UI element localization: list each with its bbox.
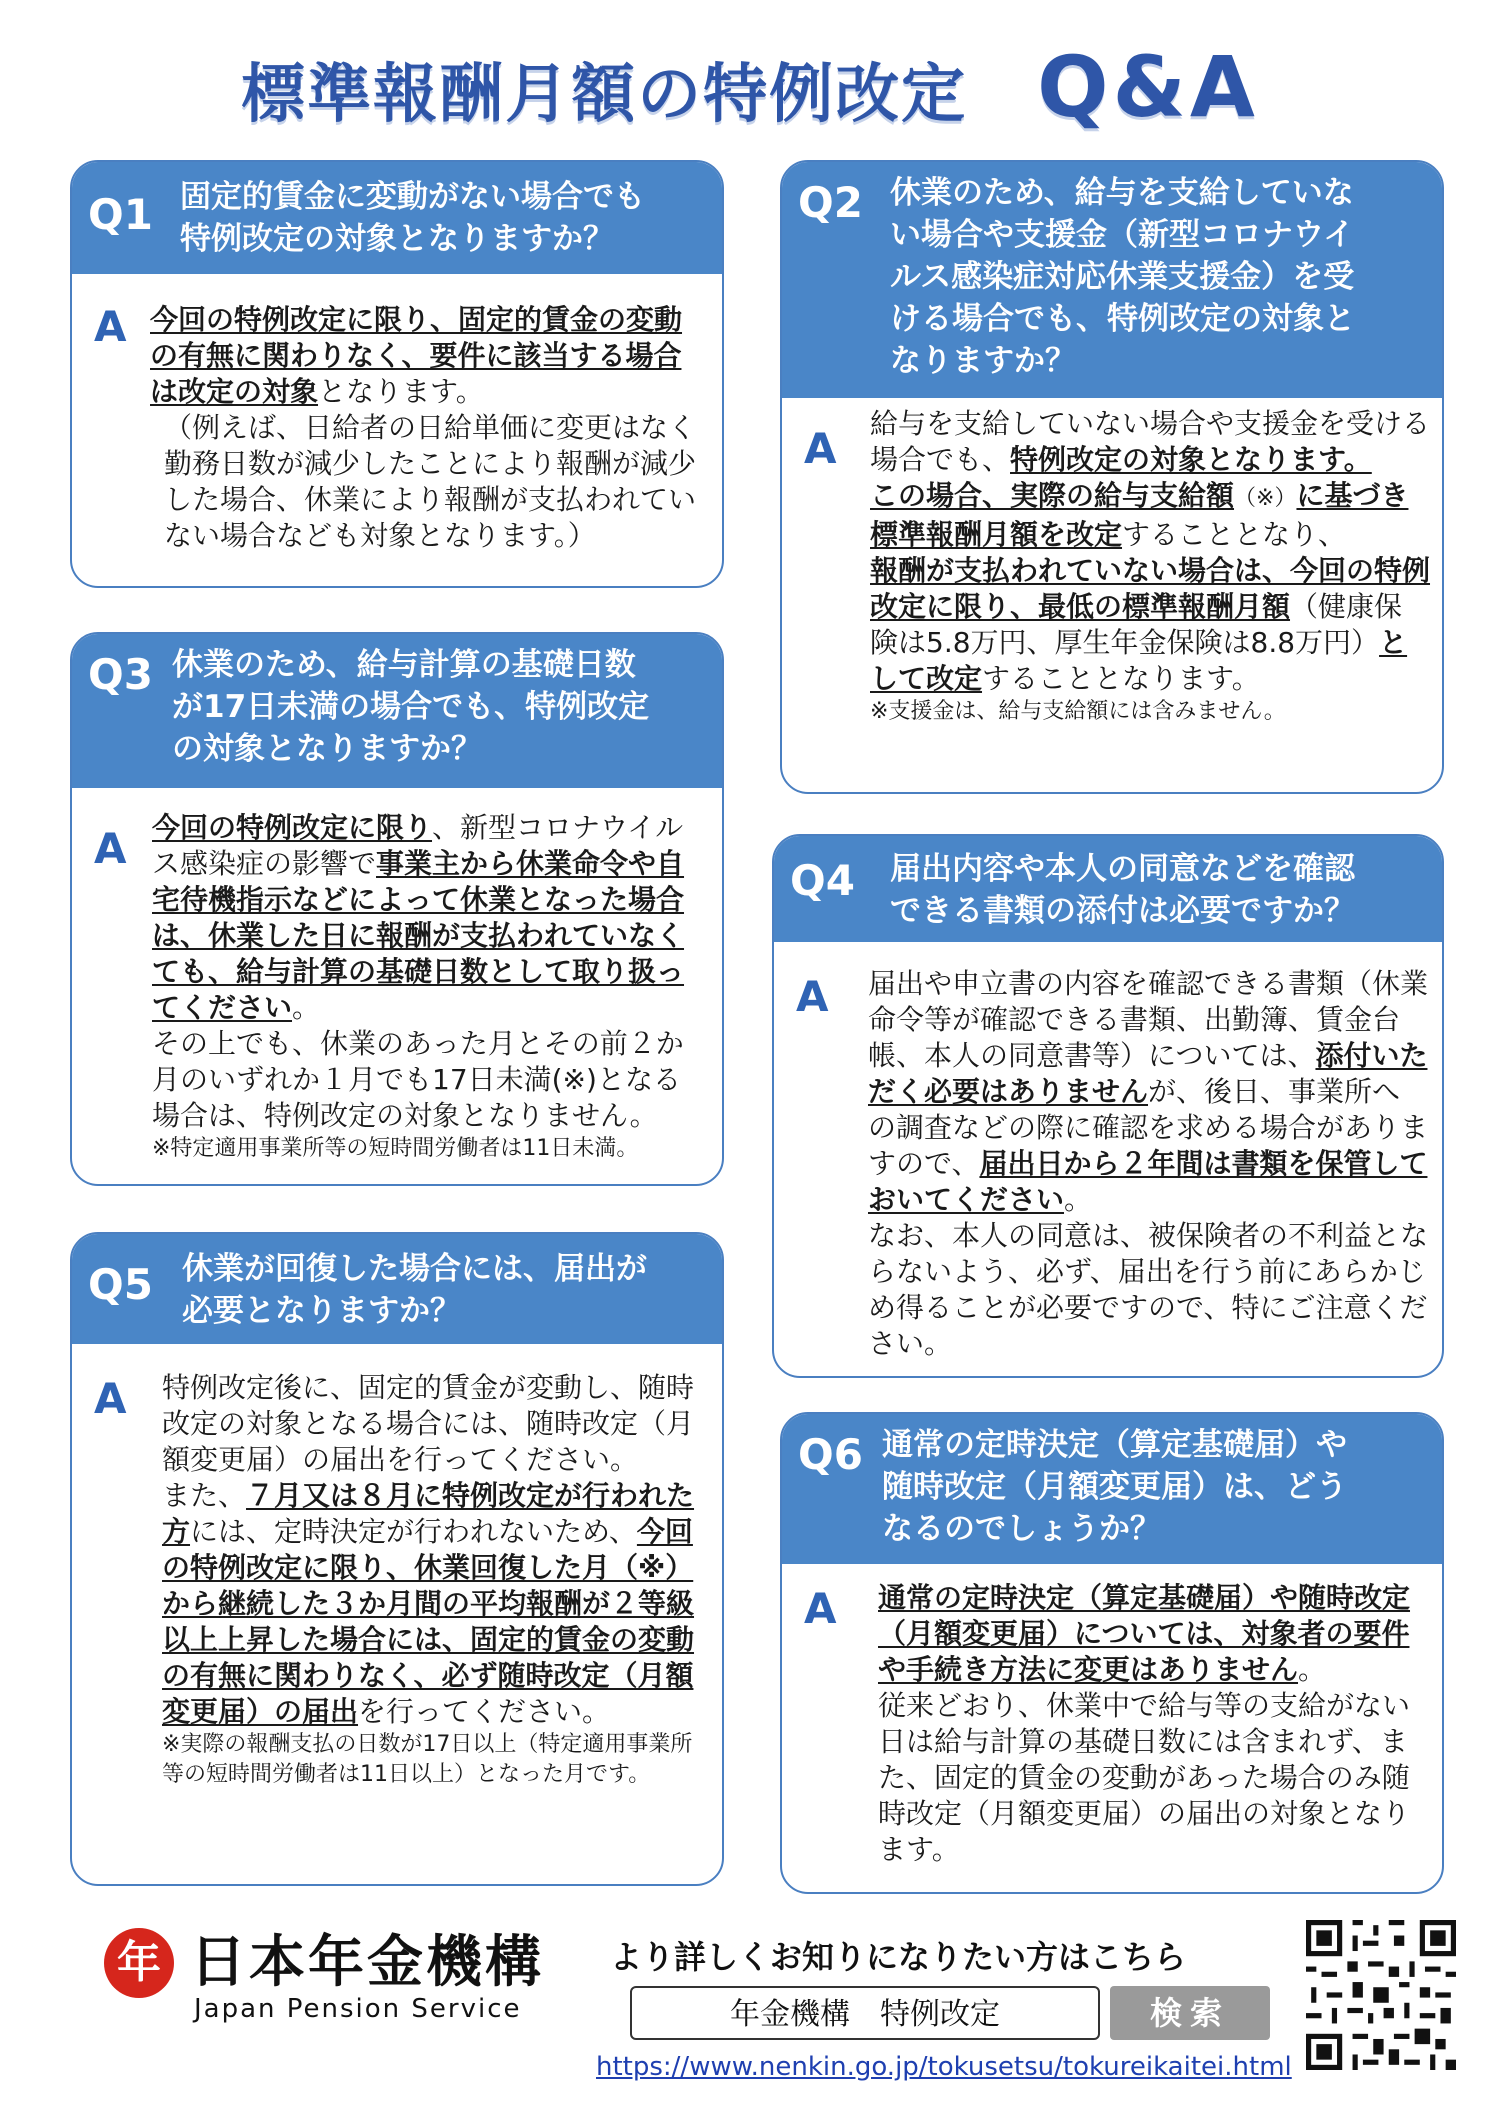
answer-text: 今回の特例改定に限り、新型コロナウイルス感染症の影響で事業主から休業命令や自宅待機指示などによって休業となった場合は、休業した日に報酬が支払われていなくても、給与計算の基礎日数として取り扱ってください。 その上でも、休業のあった月とその前２か月のいずれか１月でも17日未満(※)となる場合は、特例改定の対象となりません。 ※特定適用事業所等の短時間労働者は11日未満。 [152,810,704,1164]
qa-card-q2 [780,160,1444,794]
question-number: Q2 [798,178,863,227]
footnote: ※支援金は、給与支給額には含みません。 [870,699,1286,724]
question-number: Q1 [88,190,153,239]
org-name-jp: 日本年金機構 [190,1930,544,1995]
qr-code-icon[interactable] [1306,1920,1456,2070]
answer-mark: A [94,1374,127,1423]
title-qa: Q&A [1037,38,1259,136]
qa-card-q4 [772,834,1444,1378]
qa-card-q5 [70,1232,724,1886]
question-number: Q3 [88,650,153,699]
org-name-en: Japan Pension Service [194,1994,522,2024]
question-header [782,1414,1442,1564]
page-title [0,38,1500,136]
qa-card-q1 [70,160,724,588]
org-logo [104,1922,544,2032]
question-number: Q6 [798,1430,863,1479]
answer-mark: A [804,1584,837,1633]
question-header [774,836,1442,942]
footnote: ※実際の報酬支払の日数が17日以上（特定適用事業所等の短時間労働者は11日以上）となった月です。 [162,1732,693,1787]
answer-text: 届出や申立書の内容を確認できる書類（休業命令等が確認できる書類、出勤簿、賃金台帳、本人の同意書等）については、添付いただく必要はありませんが、後日、事業所への調査などの際に確認を求める場合がありますので、届出日から２年間は書類を保管しておいてください。 なお、本人の同意は、被保険者の不利益とならないよう、必ず、届出を行う前にあらかじめ得ることが必要ですので、特にご注意ください。 [868,967,1429,1360]
question-text: 届出内容や本人の同意などを確認 できる書類の添付は必要ですか？ [890,851,1355,929]
title-main: 標準報酬月額の特例改定 [241,58,968,132]
question-text: 休業のため、給与を支給していな い場合や支援金（新型コロナウイ ルス感染症対応休業支援金）を受 ける場合でも、特例改定の対象と なりますか？ [890,175,1355,379]
answer-mark: A [804,424,837,473]
question-number: Q4 [790,856,855,905]
answer-text: 特例改定後に、固定的賃金が変動し、随時改定の対象となる場合には、随時改定（月額変更届）の届出を行ってください。 また、７月又は８月に特例改定が行われた方には、定時決定が行われないため、今回の特例改定に限り、休業回復した月（※）から継続した３か月間の平均報酬が２等級以上上昇した場合には、固定的賃金の変動の有無に関わりなく、必ず随時改定（月額変更届）の届出を行ってください。 ※実際の報酬支払の日数が17日以上（特定適用事業所等の短時間労働者は11日以上）となった月です。 [162,1370,712,1790]
footnote: ※特定適用事業所等の短時間労働者は11日未満。 [152,1136,639,1161]
answer-mark: A [94,824,127,873]
more-info-text: より詳しくお知りになりたい方はこちら [610,1938,1187,1976]
answer-text: 今回の特例改定に限り、固定的賃金の変動の有無に関わりなく、要件に該当する場合は改定の対象となります。 （例えば、日給者の日給単価に変更はなく勤務日数が減少したことにより報酬が減少した場合、休業により報酬が支払われていない場合なども対象となります。） [150,303,697,552]
question-header [72,1234,722,1344]
question-text: 休業のため、給与計算の基礎日数 が17日未満の場合でも、特例改定 の対象となりますか？ [172,647,650,767]
question-text: 固定的賃金に変動がない場合でも 特例改定の対象となりますか？ [180,179,645,257]
question-number: Q5 [88,1260,153,1309]
question-header [72,634,722,788]
answer-mark: A [796,972,829,1021]
qa-card-q3 [70,632,724,1186]
answer-text: 給与を支給していない場合や支援金を受ける場合でも、特例改定の対象となります。 この場合、実際の給与支給額（※）に基づき標準報酬月額を改定することとなり、 報酬が支払われていない場合は、今回の特例改定に限り、最低の標準報酬月額（健康保険は5.8万円、厚生年金保険は8.8万円）として改定することとなります。 ※支援金は、給与支給額には含みません。 [870,406,1430,727]
question-text: 休業が回復した場合には、届出が 必要となりますか？ [182,1251,647,1329]
question-text: 通常の定時決定（算定基礎届）や 随時改定（月額変更届）は、どう なるのでしょうか？ [882,1427,1347,1547]
qa-card-q6 [780,1412,1444,1894]
website-link[interactable]: https://www.nenkin.go.jp/tokusetsu/tokureikaitei.html [596,2052,1292,2082]
search-input[interactable]: 年金機構 特例改定 [630,1986,1100,2040]
pension-logo-icon: 年 [104,1928,174,1998]
answer-mark: A [94,302,127,351]
question-header [72,162,722,274]
question-header [782,162,1442,398]
answer-text: 通常の定時決定（算定基礎届）や随時改定（月額変更届）については、対象者の要件や手続き方法に変更はありません。 従来どおり、休業中で給与等の支給がない日は給与計算の基礎日数には含まれず、また、固定的賃金の変動があった場合のみ随時改定（月額変更届）の届出の対象となります。 [878,1581,1411,1866]
search-button[interactable]: 検索 [1110,1986,1270,2040]
